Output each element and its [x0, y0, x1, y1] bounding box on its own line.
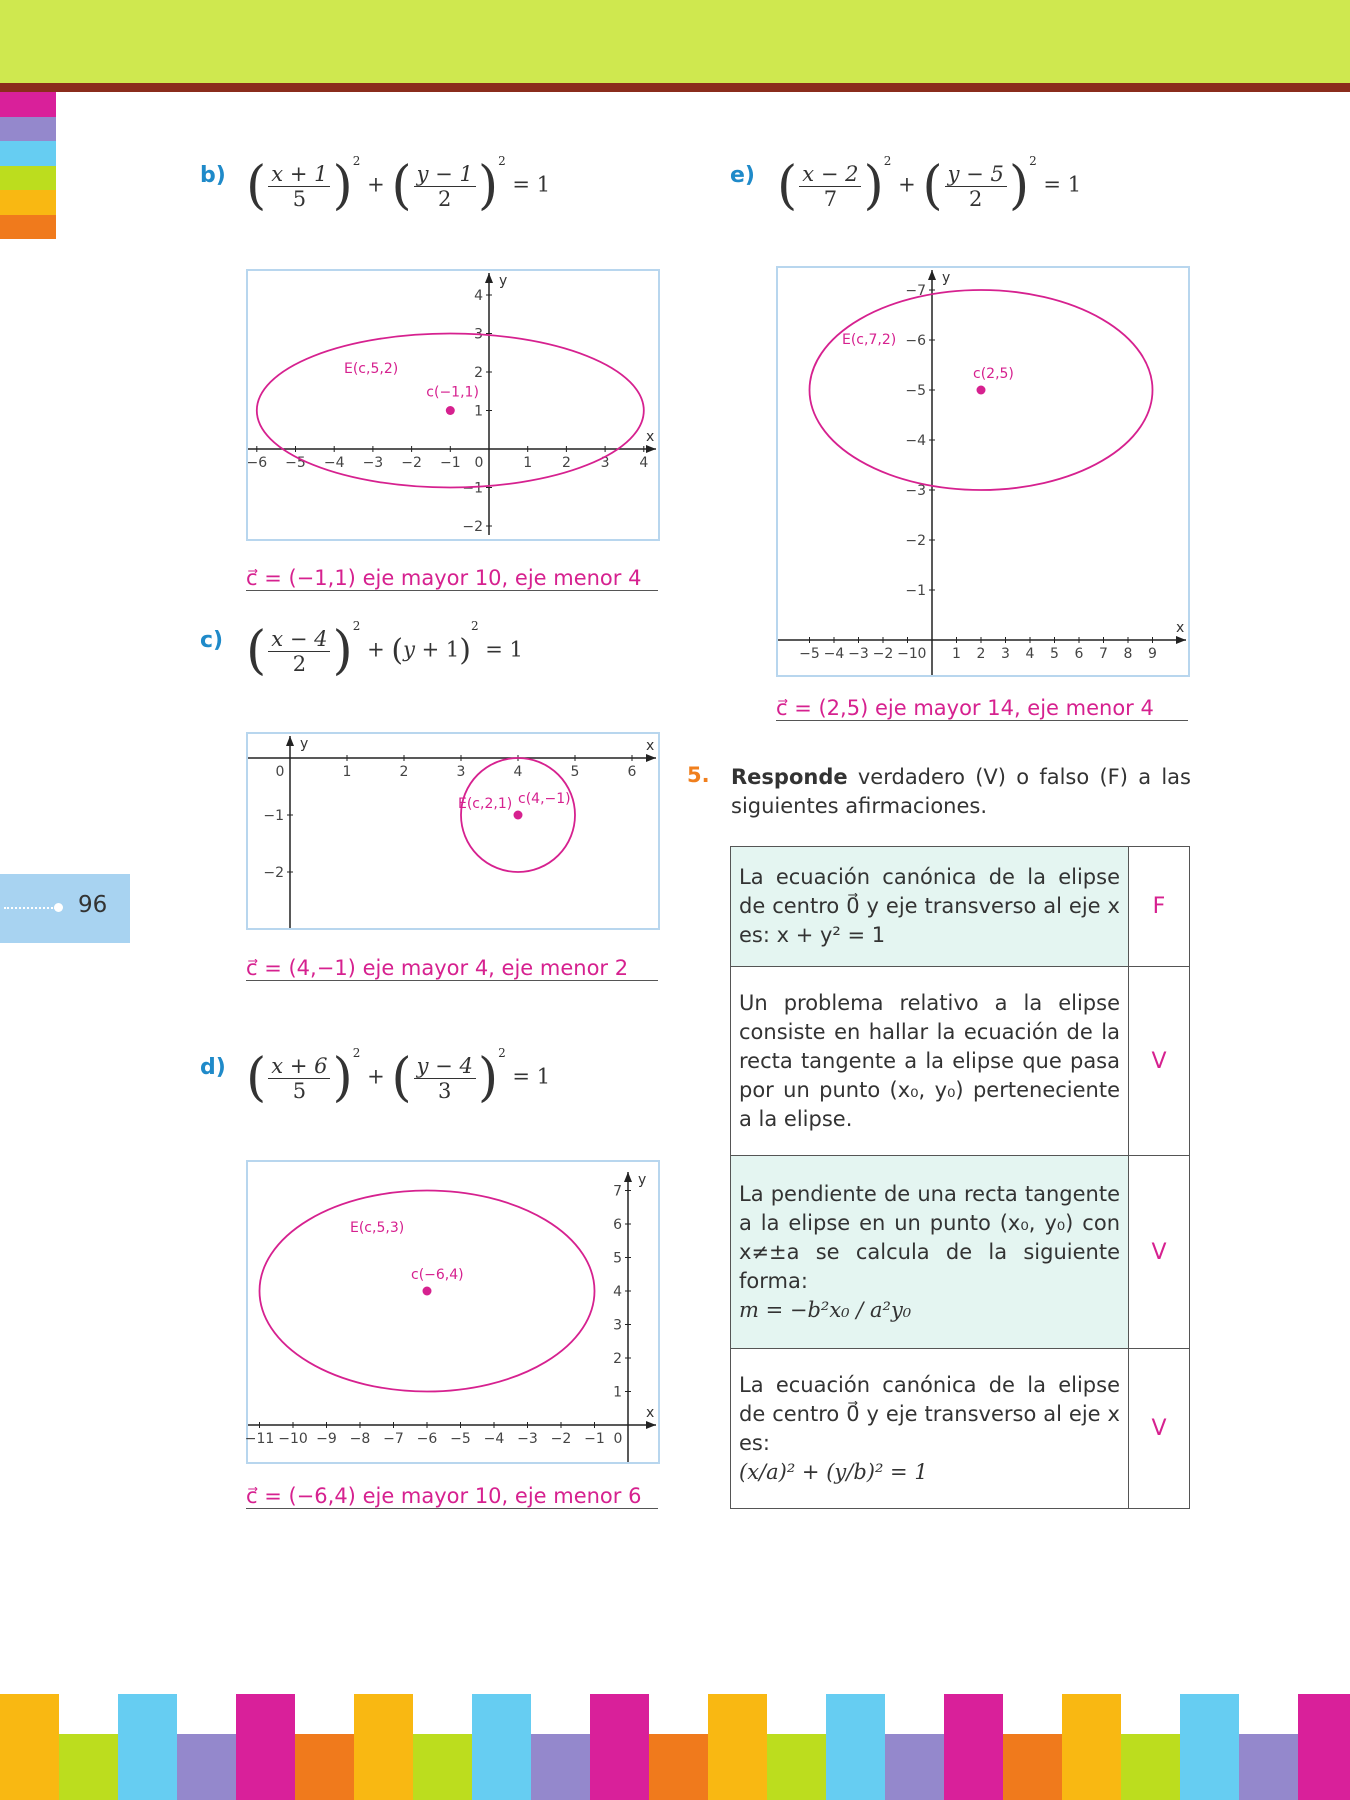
x-tick-label: −5 — [799, 646, 820, 662]
y-tick-label: −7 — [905, 283, 926, 299]
table-row — [731, 967, 1190, 1156]
bottom-bar — [177, 1734, 236, 1800]
statement-4-formula: (x/a)² + (y/b)² = 1 — [739, 1459, 928, 1484]
x-tick-label: 3 — [1001, 646, 1010, 662]
x-tick-label: −6 — [416, 1431, 438, 1447]
bottom-bar — [1003, 1734, 1062, 1800]
x-tick-label: 4 — [513, 764, 523, 780]
x-axis-label: x — [1176, 620, 1185, 636]
x-tick-label: 1 — [952, 646, 961, 662]
table-row — [731, 1349, 1190, 1509]
bottom-bar — [295, 1734, 354, 1800]
x-axis-arrow — [646, 1421, 656, 1429]
x-tick-label: −5 — [450, 1431, 471, 1447]
x-tick-label: −6 — [246, 455, 268, 471]
y-tick-label: −1 — [263, 808, 284, 824]
y-axis-arrow — [485, 273, 493, 283]
x-tick-label: 2 — [399, 764, 409, 780]
bottom-bar — [1239, 1734, 1298, 1800]
graph-d — [246, 1160, 660, 1464]
y-tick-label: 5 — [613, 1250, 622, 1267]
x-tick-label: −1 — [584, 1431, 605, 1447]
y-tick-label: −1 — [905, 583, 926, 599]
y-tick-label: −6 — [905, 333, 926, 349]
x-tick-label: −3 — [362, 455, 384, 471]
x-tick-label: 4 — [1025, 646, 1035, 662]
question-5-number: 5. — [687, 763, 710, 787]
y-tick-label: 4 — [474, 288, 483, 304]
y-tick-label: 3 — [474, 326, 483, 343]
bottom-bar — [885, 1734, 944, 1800]
true-false-table — [730, 846, 1190, 1509]
answer-d — [246, 1484, 658, 1509]
x-tick-label: 3 — [600, 455, 610, 471]
answer-d-text: eje mayor 10, eje menor 6 — [362, 1484, 642, 1508]
graph-c — [246, 732, 660, 930]
bottom-bar — [826, 1694, 885, 1800]
table-row — [731, 847, 1190, 967]
x-tick-label: −9 — [316, 1431, 337, 1447]
x-axis-arrow — [646, 754, 656, 762]
x-tick-label: 9 — [1148, 646, 1157, 662]
answer-1: F — [1129, 847, 1190, 967]
bottom-bar — [236, 1694, 295, 1800]
question-5-bold: Responde — [731, 765, 848, 789]
answer-c — [246, 956, 658, 981]
y-tick-label: −1 — [462, 480, 483, 497]
y-tick-label: 4 — [613, 1284, 622, 1300]
answer-c-center: c⃗ = (4,−1) — [246, 956, 356, 980]
graph-d-svg — [244, 1162, 658, 1462]
bottom-bar — [413, 1734, 472, 1800]
x-tick-label: −2 — [872, 646, 894, 662]
bottom-bar — [1121, 1734, 1180, 1800]
graph-e-svg — [778, 268, 1188, 675]
x-tick-label: 7 — [1099, 646, 1108, 662]
y-tick-label: 1 — [474, 403, 483, 420]
answer-b-center: c⃗ = (−1,1) — [246, 566, 356, 590]
answer-e-text: eje mayor 14, eje menor 4 — [874, 696, 1154, 720]
statement-3-text: La pendiente de una recta tangente a la elipse en un punto (x₀, y₀) con x≠±a se calcula de la siguiente forma: — [739, 1181, 1120, 1293]
x-tick-label: 6 — [1074, 646, 1084, 662]
statement-2: Un problema relativo a la elipse consiste en hallar la ecuación de la recta tangente a la elipse que pasa por un punto (x₀, y₀) perteneciente a la elipse. — [731, 967, 1129, 1156]
y-tick-label: −4 — [905, 433, 926, 449]
ellipse-label: E(c,7,2) — [842, 332, 897, 348]
page-number-badge — [0, 874, 130, 943]
x-axis-arrow — [646, 445, 656, 453]
y-tick-label: 7 — [613, 1183, 622, 1200]
x-tick-label: 2 — [561, 455, 571, 471]
exercise-b-equation: ( $\frac{x + 1}{5}$ )$^2$ + ( $\frac{y - 1}{2}$ )$^2$ = 1 — [246, 154, 551, 216]
center-label: c(4,−1) — [518, 791, 571, 807]
question-5-body: verdadero (V) o falso (F) a las siguientes afirmaciones. — [731, 765, 1191, 818]
x-tick-label: −2 — [401, 455, 422, 471]
x-tick-label: 1 — [523, 455, 533, 471]
exercise-d-label: d) — [200, 1055, 226, 1080]
color-tabs — [0, 92, 56, 239]
x-tick-label: 3 — [456, 764, 466, 780]
x-tick-label: −4 — [323, 455, 345, 471]
x-tick-label: −3 — [848, 646, 869, 662]
graph-c-svg — [248, 734, 658, 928]
bottom-bar — [1180, 1694, 1239, 1800]
question-5-text — [731, 763, 1191, 821]
x-tick-label: −11 — [244, 1431, 275, 1447]
y-tick-label: −2 — [462, 519, 483, 535]
answer-d-center: c⃗ = (−6,4) — [246, 1484, 356, 1508]
y-axis-label: y — [499, 273, 508, 289]
x-tick-label: 0 — [917, 646, 927, 662]
exercise-b-label: b) — [200, 163, 226, 188]
y-tick-label: 6 — [613, 1217, 622, 1233]
answer-e-center: c⃗ = (2,5) — [776, 696, 869, 720]
statement-3-formula: m = −b²x₀ / a²y₀ — [739, 1297, 912, 1322]
graph-b — [246, 269, 660, 541]
center-label: c(2,5) — [973, 366, 1014, 382]
x-axis-label: x — [646, 1405, 655, 1421]
bottom-color-bars — [0, 1694, 1350, 1800]
exercise-c-equation: ( $\frac{x - 4}{2}$ )$^2 + (y + 1)^2 = 1$ — [246, 619, 523, 681]
graph-e — [776, 266, 1190, 677]
bottom-bar — [59, 1734, 118, 1800]
bottom-bar — [354, 1694, 413, 1800]
graph-b-svg — [248, 271, 658, 539]
x-tick-label: −5 — [285, 455, 306, 471]
center-point — [446, 406, 455, 415]
answer-b-text: eje mayor 10, eje menor 4 — [362, 566, 642, 590]
center-point — [977, 386, 986, 395]
header-rule — [0, 83, 1350, 92]
bottom-bar — [649, 1734, 708, 1800]
y-tick-label: 2 — [613, 1351, 622, 1367]
bottom-bar — [531, 1734, 590, 1800]
x-axis-arrow — [1176, 636, 1186, 644]
x-tick-label: −2 — [550, 1431, 572, 1447]
bottom-bar — [708, 1694, 767, 1800]
center-label: c(−1,1) — [426, 384, 479, 401]
x-tick-label: −10 — [278, 1431, 308, 1447]
bottom-bar — [944, 1694, 1003, 1800]
x-tick-label: 5 — [570, 764, 580, 780]
y-axis-arrow — [928, 270, 936, 280]
x-axis-label: x — [646, 738, 655, 754]
center-point — [514, 811, 523, 820]
exercise-c-label: c) — [200, 628, 224, 653]
x-tick-label: 6 — [627, 764, 637, 780]
answer-b — [246, 566, 658, 591]
bottom-bar — [0, 1694, 59, 1800]
exercise-e-equation: ( $\frac{x - 2}{7}$ )$^2$ + ( $\frac{y - 5}{2}$ )$^2$ = 1 — [777, 154, 1082, 216]
x-tick-label: −1 — [439, 455, 461, 471]
x-tick-label: 0 — [275, 764, 285, 780]
y-axis-arrow — [624, 1172, 632, 1182]
answer-2: V — [1129, 967, 1190, 1156]
statement-1: La ecuación canónica de la elipse de centro 0⃗ y eje transverso al eje x es: x + y² = 1 — [731, 847, 1129, 967]
page-number: 96 — [78, 892, 108, 918]
x-tick-label: −8 — [349, 1431, 371, 1447]
center-point — [423, 1287, 432, 1296]
y-tick-label: 2 — [474, 365, 483, 381]
bottom-bar — [472, 1694, 531, 1800]
y-axis-label: y — [300, 736, 309, 752]
ellipse-label: E(c,5,3) — [350, 1220, 405, 1236]
ellipse-label: E(c,5,2) — [344, 361, 399, 377]
y-axis-label: y — [638, 1172, 647, 1188]
bottom-bar — [1298, 1694, 1350, 1800]
x-tick-label: 5 — [1050, 646, 1059, 662]
x-tick-label: 1 — [342, 764, 352, 780]
x-tick-label: 4 — [639, 455, 649, 471]
y-tick-label: −5 — [905, 383, 926, 399]
x-tick-label: 0 — [613, 1431, 623, 1447]
statement-3 — [731, 1156, 1129, 1349]
exercise-e-label: e) — [730, 163, 755, 188]
y-axis-label: y — [942, 270, 951, 286]
y-tick-label: 3 — [613, 1317, 622, 1334]
header-band — [0, 0, 1350, 83]
bottom-bar — [118, 1694, 177, 1800]
y-tick-label: −2 — [263, 865, 284, 881]
center-label: c(−6,4) — [411, 1267, 464, 1283]
ellipse-label: E(c,2,1) — [458, 796, 513, 812]
bottom-bar — [590, 1694, 649, 1800]
answer-3: V — [1129, 1156, 1190, 1349]
bottom-bar — [767, 1734, 826, 1800]
x-tick-label: 8 — [1123, 646, 1133, 662]
x-axis-label: x — [646, 429, 655, 445]
statement-4-text: La ecuación canónica de la elipse de centro 0⃗ y eje transverso al eje x es: — [739, 1372, 1120, 1455]
x-tick-label: −4 — [823, 646, 845, 662]
y-tick-label: −3 — [905, 483, 926, 499]
x-tick-label: 2 — [976, 646, 986, 662]
exercise-d-equation: ( $\frac{x + 6}{5}$ )$^2$ + ( $\frac{y - 4}{3}$ )$^2$ = 1 — [246, 1046, 551, 1108]
x-tick-label: −3 — [517, 1431, 538, 1447]
bottom-bar — [1062, 1694, 1121, 1800]
table-row — [731, 1156, 1190, 1349]
x-tick-label: −1 — [897, 646, 918, 662]
x-tick-label: 0 — [474, 455, 484, 471]
y-tick-label: −2 — [905, 533, 926, 549]
answer-e — [776, 696, 1188, 721]
x-tick-label: −7 — [383, 1431, 404, 1447]
statement-4 — [731, 1349, 1129, 1509]
answer-4: V — [1129, 1349, 1190, 1509]
y-tick-label: 1 — [613, 1384, 622, 1401]
y-axis-arrow — [286, 736, 294, 746]
x-tick-label: −4 — [483, 1431, 505, 1447]
answer-c-text: eje mayor 4, eje menor 2 — [362, 956, 629, 980]
